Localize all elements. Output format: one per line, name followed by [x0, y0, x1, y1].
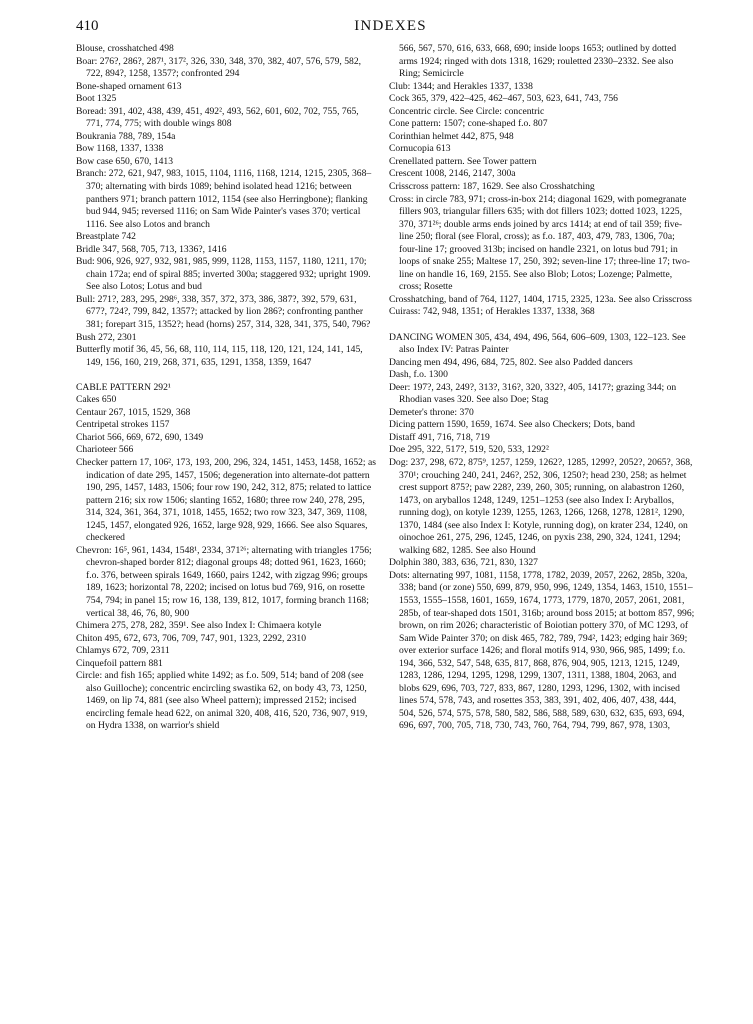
index-entry: Bow case 650, 670, 1413 — [76, 155, 173, 167]
index-entry: Bone-shaped ornament 613 — [76, 80, 182, 92]
index-entry: Chlamys 672, 709, 2311 — [76, 645, 170, 657]
index-entry: Bridle 347, 568, 705, 713, 1336?, 1416 — [76, 243, 227, 255]
index-entry: Distaff 491, 716, 718, 719 — [389, 431, 490, 443]
index-entry: Dancing men 494, 496, 684, 725, 802. See also Padded dancers — [389, 356, 633, 368]
index-entry: Dots: alternating 997, 1081, 1158, 1778, 1782, 2039, 2057, 2262, 285b, 320a, 338; band (or zone) 550, 699, 879, 950, 996, 1249, 1354, 1463, 1510, 1551–1553, 1555–1558, 1601, 1659, 1674, 1773, 1779, 1870, 2057, 2061, 2081, 285b, of tear-shaped dots 1501, 316b; around boss 2015; at bottom 857, 996; brown, on rim 2026; characteristic of Boiotian pottery 370, of MC 1293, of Sam Wide Painter 370; on disk 465, 782, 789, 794², 1423; edging hair 369; over exterior surface 1426; and floral motifs 914, 930, 966, 985, 1499; f.o. 194, 366, 532, 547, 548, 635, 817, 868, 876, 904, 905, 1213, 1215, 1249, 1283, 1286, 1294, 1295, 1298, 1299, 1307, 1311, 1388, 1804, 2063, and blobs 629, 696, 703, 727, 833, 867, 1280, 1293, 1296, 1302, with incised lines 574, 578, 743, and rosettes 353, 383, 391, 402, 406, 407, 438, 444, 504, 526, 574, 575, 578, 580, 582, 586, 588, 589, 630, 632, 635, 693, 694, 696, 697, 700, 705, 718, 730, 743, 760, 764, 794, 799, 867, 978, 1303, — [389, 569, 695, 732]
index-entry: Centaur 267, 1015, 1529, 368 — [76, 406, 191, 418]
index-entry: Cuirass: 742, 948, 1351; of Herakles 1337, 1338, 368 — [389, 306, 595, 318]
index-entry: CABLE PATTERN 292¹ — [76, 381, 171, 393]
index-entry: DANCING WOMEN 305, 434, 494, 496, 564, 606–609, 1303, 122–123. See also Index IV: Patras Painter — [389, 331, 686, 356]
index-entry: Cock 365, 379, 422–425, 462–467, 503, 623, 641, 743, 756 — [389, 93, 618, 105]
index-entry: Butterfly motif 36, 45, 56, 68, 110, 114, 115, 118, 120, 121, 124, 141, 145, 149, 156, 160, 219, 268, 371, 635, 1291, 1358, 1359, 1647 — [76, 344, 363, 368]
index-entry: Dicing pattern 1590, 1659, 1674. See also Checkers; Dots, band — [389, 419, 635, 431]
index-entry: Chevron: 16⁵, 961, 1434, 1548¹, 2334, 371²⁶; alternating with triangles 1756; chevron-shaped border 812; diagonal groups 48; dotted 961, 1623, 1660; f.o. 376, between spirals 1649, 1660, pairs 1242, with zigzag 996; groups 189, 1623; horizontal 78, 2202; incised on lotus bud 769, 916, on rosette 754, 794; in panel 15; row 16, 138, 139, 812, 1017, forming branch 1168; vertical 38, 46, 76, 80, 900 — [76, 544, 372, 619]
index-entry: Cross: in circle 783, 971; cross-in-box 214; diagonal 1629, with pomegranate fillers 903, triangular fillers 635; with dot fillers 1023; dotted 1023, 1225, 370, 371²⁶; double arms ends joined by arcs 1414; at end of tail 359; five-line 250; floral (see Floral, cross); as f.o. 187, 403, 479, 783, 1306, 70a; four-line 17; grooved 313b; incised on handle 2321, on lotus bud 791; in loops of snake 255; Maltese 17, 250, 392; seven-line 17; three-line 17; two-line on handle 16, 169, 2155. See also Blob; Lotos; Lozenge; Palmette, cross; Rosette — [389, 193, 690, 293]
index-entry: Boread: 391, 402, 438, 439, 451, 492², 493, 562, 601, 602, 702, 755, 765, 771, 774, 775; with double wings 808 — [76, 105, 359, 130]
index-entry: Chimera 275, 278, 282, 359¹. See also Index I: Chimaera kotyle — [76, 620, 322, 632]
index-entry: Bow 1168, 1337, 1338 — [76, 143, 164, 155]
index-entry: Cone pattern: 1507; cone-shaped f.o. 807 — [389, 118, 548, 130]
index-entry: Cornucopia 613 — [389, 143, 451, 155]
index-entry: Crosshatching, band of 764, 1127, 1404, 1715, 2325, 123a. See also Crisscross — [389, 293, 692, 305]
index-entry: Crenellated pattern. See Tower pattern — [389, 155, 537, 167]
index-entry: Bush 272, 2301 — [76, 331, 137, 343]
index-entry: Club: 1344; and Herakles 1337, 1338 — [389, 80, 533, 92]
index-entry: Checker pattern 17, 106², 173, 193, 200, 296, 324, 1451, 1453, 1458, 1652; as indication of date 295, 1457, 1506; degeneration into alternate-dot pattern 190, 295, 1457, 1483, 1506; four row 190, 242, 312, 875; related to lattice pattern 216; six row 1506; slanting 1652, 1680; three row 240, 278, 295, 314, 324, 361, 364, 371, 1018, 1455, 1652; two row 323, 347, 369, 1108, 1245, 1457, elongated 926, 1652, large 928, 929, 1666. See also Squares, checkered — [76, 457, 376, 544]
index-entry: Dolphin 380, 383, 636, 721, 830, 1327 — [389, 557, 538, 569]
index-entry: Boot 1325 — [76, 93, 117, 105]
page-number: 410 — [76, 18, 99, 34]
index-entry: Chariot 566, 669, 672, 690, 1349 — [76, 431, 204, 443]
index-entry: Bud: 906, 926, 927, 932, 981, 985, 999, 1128, 1153, 1157, 1180, 1211, 170; chain 172a; end of spiral 885; inverted 300a; staggered 932; upright 1909. See also Lotos; Lotus and bud — [76, 256, 371, 293]
index-entry: Deer: 197?, 243, 249?, 313?, 316?, 320, 332?, 405, 1417?; grazing 344; on Rhodian vases 320. See also Doe; Stag — [389, 381, 677, 406]
left-column — [76, 43, 376, 733]
index-entry: Dog: 237, 298, 672, 875⁹, 1257, 1259, 1262?, 1285, 1299?, 2052?, 2065?, 368, 370¹; crouching 240, 241, 246?, 252, 306, 1250?; head 230, 258; as helmet crest support 875?; paw 228?, 239, 260, 305; running, on alabastron 1260, 1473, on aryballos 1248, 1249, 1251–1253 (see also Index I: Aryballos, running dog), on kotyle 1239, 1255, 1263, 1266, 1268, 1278, 1281², 1290, 1370, 1484 (see also Index I: Kotyle, running dog), on krater 234, 1240, on oinochoe 261, 275, 296, 1245, 1246, on pyxis 238, 290, 324, 1241, 1294; walking 682, 1285. See also Hound — [389, 457, 693, 556]
page-header — [76, 10, 705, 36]
index-entry: Cakes 650 — [76, 394, 117, 406]
index-entry: Centripetal strokes 1157 — [76, 419, 170, 431]
index-entry: Blouse, crosshatched 498 — [76, 43, 174, 54]
index-entry: Concentric circle. See Circle: concentric — [389, 105, 545, 117]
index-entry: Breastplate 742 — [76, 231, 136, 243]
index-entry: Cinquefoil pattern 881 — [76, 657, 163, 669]
index-entry: Bull: 271?, 283, 295, 298⁶, 338, 357, 372, 373, 386, 387?, 392, 579, 631, 677?, 724?, 799, 842, 1357?; attacked by lion 286?; confronting panther 381; forepart 315, 1352?; head (horns) 257, 314, 328, 341, 375, 540, 796? — [76, 293, 371, 331]
index-entry: Doe 295, 322, 517?, 519, 520, 533, 1292² — [389, 444, 549, 456]
index-entry: Branch: 272, 621, 947, 983, 1015, 1104, 1116, 1168, 1214, 1215, 2305, 368–370; alternating with birds 1089; behind isolated head 1216; between panthers 971; branch pattern 1012, 1154 (see also Herringbone); flanking bud 944, 945; reversed 1116; on Sam Wide Painter's vases 370; vertical 1116. See also Lotos and branch — [76, 168, 372, 230]
index-entry: Chiton 495, 672, 673, 706, 709, 747, 901, 1323, 2292, 2310 — [76, 632, 306, 644]
index-entry: Crescent 1008, 2146, 2147, 300a — [389, 168, 516, 180]
index-entry: Circle: and fish 165; applied white 1492; as f.o. 509, 514; band of 208 (see also Guilloche); concentric encircling swastika 62, on body 43, 73, 1250, 1469, on lip 74, 881 (see also Wheel pattern); impressed 2152; incised encircling female head 622, on animal 320, 408, 416, 520, 736, 907, 919, on Hydra 1338, on warrior's shield — [76, 670, 368, 732]
index-entry: Corinthian helmet 442, 875, 948 — [389, 130, 514, 142]
running-head: INDEXES — [354, 18, 427, 34]
index-entry: Demeter's throne: 370 — [389, 406, 474, 418]
right-column — [389, 43, 695, 733]
index-entry: Boukrania 788, 789, 154a — [76, 130, 176, 142]
index-entry: Dash, f.o. 1300 — [389, 369, 448, 381]
index-entry: Boar: 276?, 286?, 287¹, 317², 326, 330, 348, 370, 382, 407, 576, 579, 582, 722, 894?, 1258, 1357?; confronted 294 — [76, 55, 362, 80]
index-entry: Charioteer 566 — [76, 444, 134, 456]
index-entry: Crisscross pattern: 187, 1629. See also Crosshatching — [389, 181, 595, 193]
index-entry: 566, 567, 570, 616, 633, 668, 690; inside loops 1653; outlined by dotted arms 1924; ringed with dots 1318, 1629; rouletted 2330–2332. See also Ring; Semicircle — [399, 43, 677, 80]
